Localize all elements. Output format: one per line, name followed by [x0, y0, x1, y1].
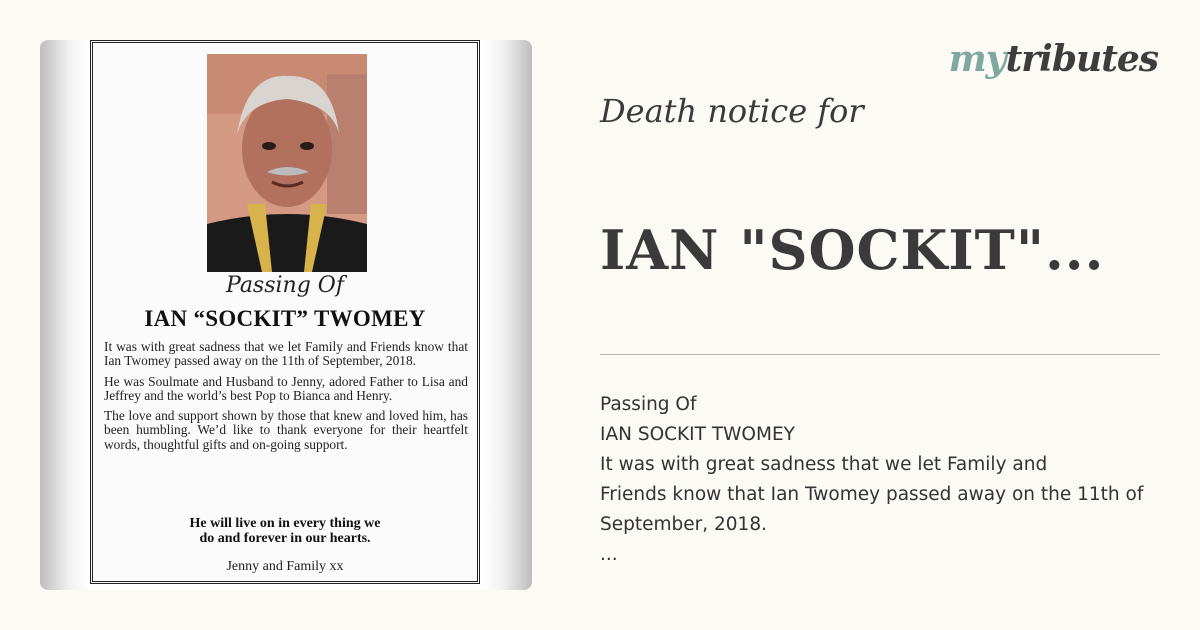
excerpt-line: It was with great sadness that we let Family and — [600, 454, 1048, 475]
page-subtitle: Death notice for — [600, 92, 864, 130]
divider — [600, 354, 1160, 355]
notice-closing — [93, 516, 477, 546]
notice-paper — [90, 40, 480, 584]
closing-line: He will live on in every thing we — [189, 516, 381, 531]
excerpt-line: September, 2018. — [600, 514, 767, 535]
notice-paragraph: He was Soulmate and Husband to Jenny, adored Father to Lisa and Jeffrey and the world’s best Pop to Bianca and Henry. — [104, 373, 468, 403]
excerpt-line: IAN SOCKIT TWOMEY — [600, 424, 795, 445]
notice-excerpt — [600, 390, 1180, 570]
excerpt-line: Passing Of — [600, 394, 697, 415]
mytributes-logo[interactable] — [949, 38, 1158, 80]
closing-line: do and forever in our hearts. — [199, 531, 371, 546]
page-title: IAN "SOCKIT"... — [600, 218, 1105, 282]
notice-heading: Passing Of — [226, 273, 344, 298]
notice-paragraph: The love and support shown by those that knew and loved him, has been humbling. We’d like to thank everyone for their heartfelt words, thoughtful gifts and on-going support. — [104, 408, 468, 452]
excerpt-line: Friends know that Ian Twomey passed away on the 11th of — [600, 484, 1144, 505]
excerpt-line: ... — [600, 544, 618, 565]
notice-paragraph: It was with great sadness that we let Family and Friends know that Ian Twomey passed away on the 11th of September, 2018. — [104, 339, 468, 369]
logo-my: my — [948, 38, 1006, 80]
notice-body — [104, 340, 468, 458]
logo-tributes: tributes — [1005, 38, 1158, 80]
portrait-photo — [207, 54, 367, 272]
notice-signoff: Jenny and Family xx — [226, 559, 344, 574]
notice-name: IAN “SOCKIT” TWOMEY — [144, 306, 426, 331]
notice-image — [40, 40, 532, 590]
